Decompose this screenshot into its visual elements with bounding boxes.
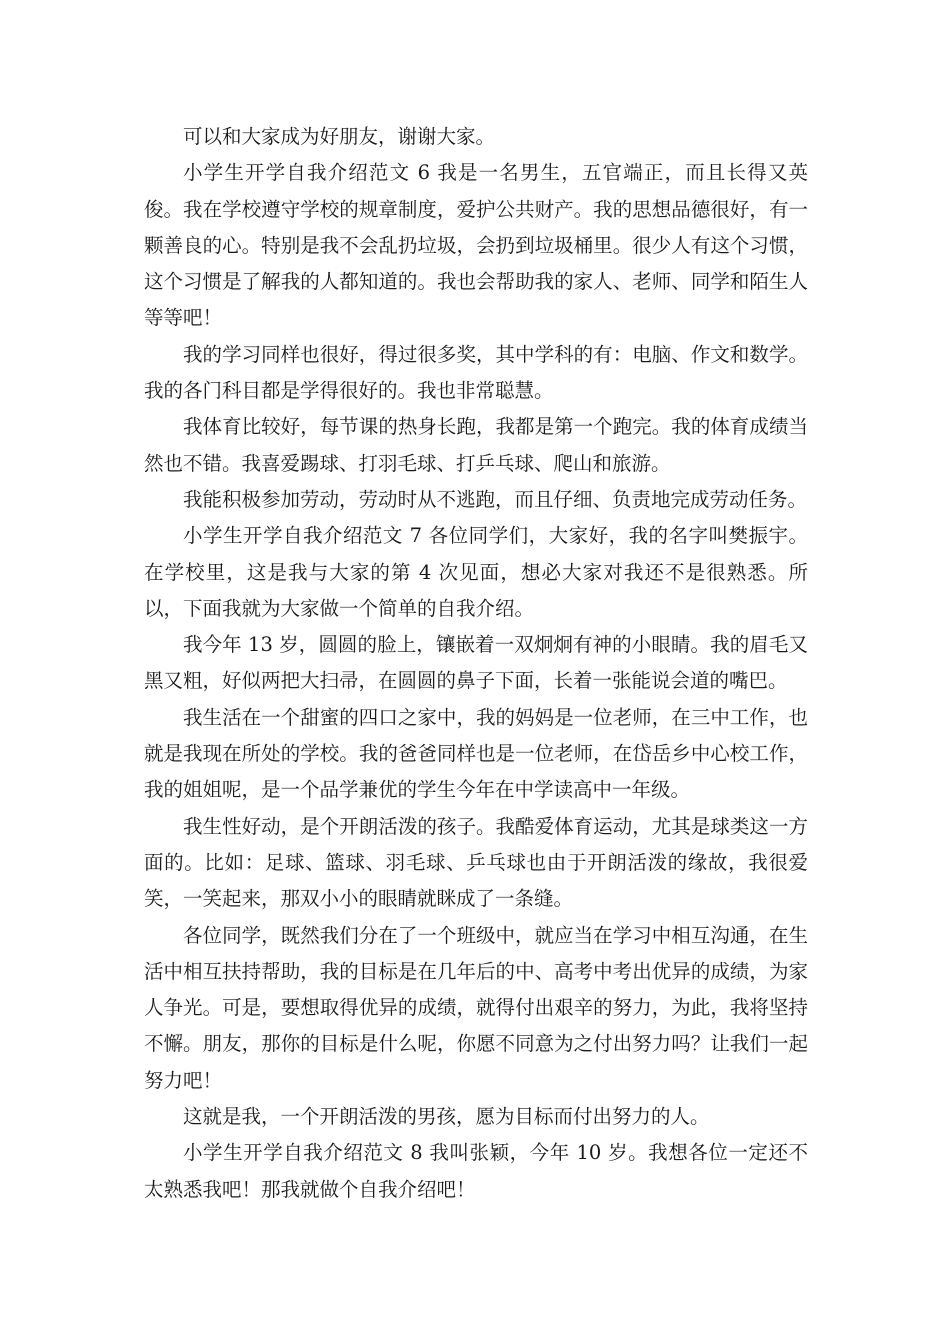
paragraph-8: 我生活在一个甜蜜的四口之家中，我的妈妈是一位老师，在三中工作，也就是我现在所处的学校。我的爸爸同样也是一位老师，在岱岳乡中心校工作，我的姐姐呢，是一个品学兼优的学生今年在中学读高中一年级。 bbox=[144, 705, 808, 802]
document-body bbox=[144, 119, 808, 1208]
paragraph-1: 可以和大家成为好朋友，谢谢大家。 bbox=[183, 125, 496, 148]
paragraph-11: 这就是我，一个开朗活泼的男孩，愿为目标而付出努力的人。 bbox=[183, 1105, 710, 1129]
paragraph-2: 小学生开学自我介绍范文 6 我是一名男生，五官端正，而且长得又英俊。我在学校遵守学校的规章制度，爱护公共财产。我的思想品德很好，有一颗善良的心。特别是我不会乱扔垃圾，会扔到垃圾桶里。很少人有这个习惯，这个习惯是了解我的人都知道的。我也会帮助我的家人、老师、同学和陌生人等等吧！ bbox=[144, 161, 808, 330]
paragraph-3: 我的学习同样也很好，得过很多奖，其中学科的有：电脑、作文和数学。我的各门科目都是学得很好的。我也非常聪慧。 bbox=[144, 342, 808, 403]
paragraph-5: 我能积极参加劳动，劳动时从不逃跑，而且仔细、负责地完成劳动任务。 bbox=[183, 487, 808, 511]
paragraph-9: 我生性好动，是个开朗活泼的孩子。我酷爱体育运动，尤其是球类这一方面的。比如：足球、篮球、羽毛球、乒乓球也由于开朗活泼的缘故，我很爱笑，一笑起来，那双小小的眼睛就眯成了一条缝。 bbox=[144, 814, 808, 911]
paragraph-10: 各位同学，既然我们分在了一个班级中，就应当在学习中相互沟通，在生活中相互扶持帮助，我的目标是在几年后的中、高考中考出优异的成绩，为家人争光。可是，要想取得优异的成绩，就得付出艰辛的努力，为此，我将坚持不懈。朋友，那你的目标是什么呢，你愿不同意为之付出努力吗？让我们一起努力吧！ bbox=[144, 923, 808, 1092]
paragraph-12: 小学生开学自我介绍范文 8 我叫张颖，今年 10 岁。我想各位一定还不太熟悉我吧！那我就做个自我介绍吧！ bbox=[144, 1141, 808, 1201]
paragraph-7: 我今年 13 岁，圆圆的脸上，镶嵌着一双炯炯有神的小眼睛。我的眉毛又黑又粗，好似两把大扫帚，在圆圆的鼻子下面，长着一张能说会道的嘴巴。 bbox=[144, 633, 808, 693]
paragraph-4: 我体育比较好，每节课的热身长跑，我都是第一个跑完。我的体育成绩当然也不错。我喜爱踢球、打羽毛球、打乒乓球、爬山和旅游。 bbox=[144, 415, 808, 475]
paragraph-6: 小学生开学自我介绍范文 7 各位同学们，大家好，我的名字叫樊振宇。在学校里，这是我与大家的第 4 次见面，想必大家对我还不是很熟悉。所以，下面我就为大家做一个简单的自我介绍。 bbox=[144, 524, 808, 620]
